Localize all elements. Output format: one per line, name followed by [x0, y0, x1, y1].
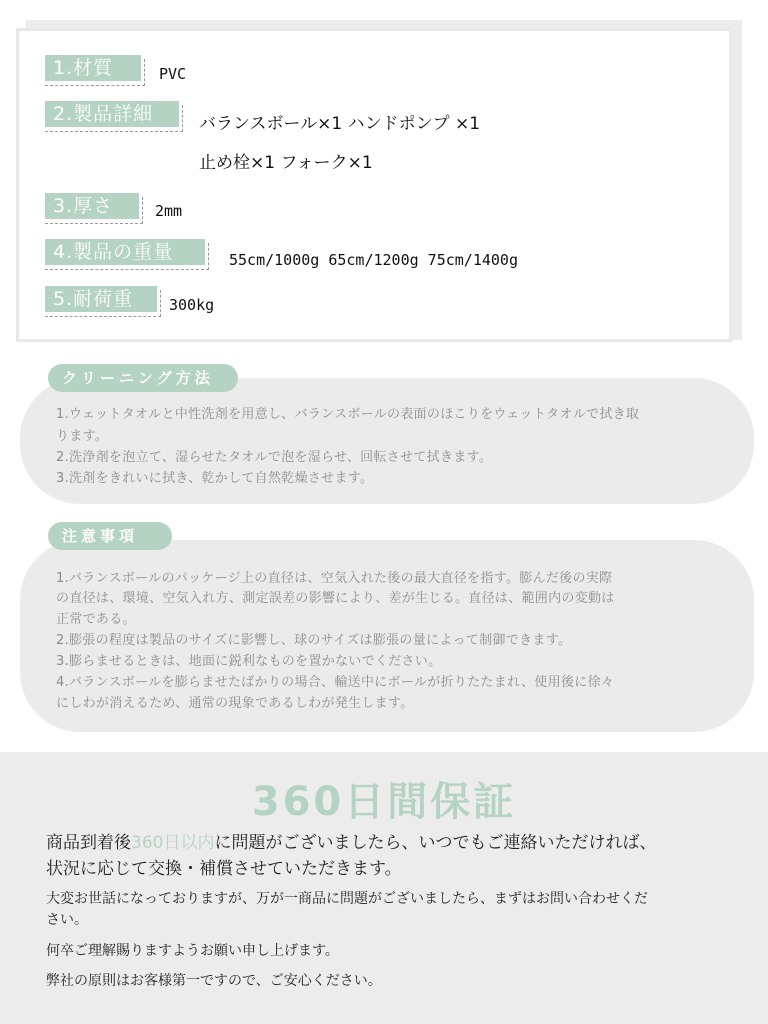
notes-line: にしわが消えるため、通常の現象であるしわが発生します。 — [56, 696, 414, 711]
guarantee-line-1-prefix: 商品到着後 — [46, 833, 131, 853]
notes-line: 4.バランスボールを膨らませたばかりの場合、輸送中にボールが折りたたまれ、使用後に徐々 — [56, 675, 615, 690]
guarantee-note-1a: 大変お世話になっておりますが、万が一商品に問題がございましたら、まずはお問い合わせくだ — [46, 891, 648, 907]
cleaning-line: 1.ウェットタオルと中性洗剤を用意し、バランスボールの表面のほこりをウェットタオルで拭き取 — [56, 407, 640, 422]
spec-label-thickness: 3.厚さ — [45, 193, 139, 219]
guarantee-line-2: 状況に応じて交換・補償させていただきます。 — [46, 859, 402, 879]
guarantee-line-1-suffix: に問題がございましたら、いつでもご連絡いただければ、 — [214, 833, 657, 853]
cleaning-line: 2.洗浄剤を泡立て、湿らせたタオルで泡を湿らせ、回転させて拭きます。 — [56, 450, 493, 465]
cleaning-line: 3.洗剤をきれいに拭き、乾かして自然乾燥させます。 — [56, 471, 374, 486]
guarantee-title: 360日間保証 — [251, 779, 517, 825]
spec-label-weight: 4.製品の重量 — [45, 239, 205, 265]
guarantee-period: 360日以内 — [131, 833, 215, 853]
notes-line: 1.バランスボールのパッケージ上の直径は、空気入れた後の最大直径を指す。膨んだ後の実際 — [56, 571, 613, 586]
notes-line: の直径は、環境、空気入れ方、測定誤差の影響により、差が生じる。直径は、範囲内の変動は — [56, 591, 615, 606]
spec-value-material: PVC — [159, 65, 187, 83]
guarantee-line-1 — [46, 828, 656, 853]
spec-value-details-2: 止め栓×1 フォーク×1 — [199, 153, 373, 173]
guarantee-note-2: 何卒ご理解賜りますようお願い申し上げます。 — [46, 943, 339, 959]
notes-line: 正常である。 — [56, 612, 136, 627]
guarantee-note-1b: さい。 — [46, 912, 88, 928]
cleaning-line: ります。 — [56, 429, 109, 444]
spec-value-details-1: バランスボール×1 ハンドポンプ ×1 — [199, 114, 481, 134]
spec-value-load: 300kg — [169, 296, 215, 314]
cleaning-title: クリーニング方法 — [48, 364, 238, 392]
guarantee-note-3: 弊社の原則はお客様第一ですので、ご安心ください。 — [46, 973, 382, 989]
spec-card — [16, 28, 732, 342]
spec-label-load: 5.耐荷重 — [45, 286, 157, 312]
spec-label-details: 2.製品詳細 — [45, 101, 179, 127]
notes-line: 3.膨らませるときは、地面に鋭利なものを置かないでください。 — [56, 654, 442, 669]
guarantee-section — [0, 752, 768, 1024]
spec-label-material: 1.材質 — [45, 55, 141, 81]
spec-value-weight: 55cm/1000g 65cm/1200g 75cm/1400g — [229, 251, 518, 269]
notes-title: 注意事項 — [48, 522, 172, 550]
notes-line: 2.膨張の程度は製品のサイズに影響し、球のサイズは膨張の量によって制御できます。 — [56, 633, 572, 648]
spec-value-thickness: 2mm — [155, 202, 183, 220]
